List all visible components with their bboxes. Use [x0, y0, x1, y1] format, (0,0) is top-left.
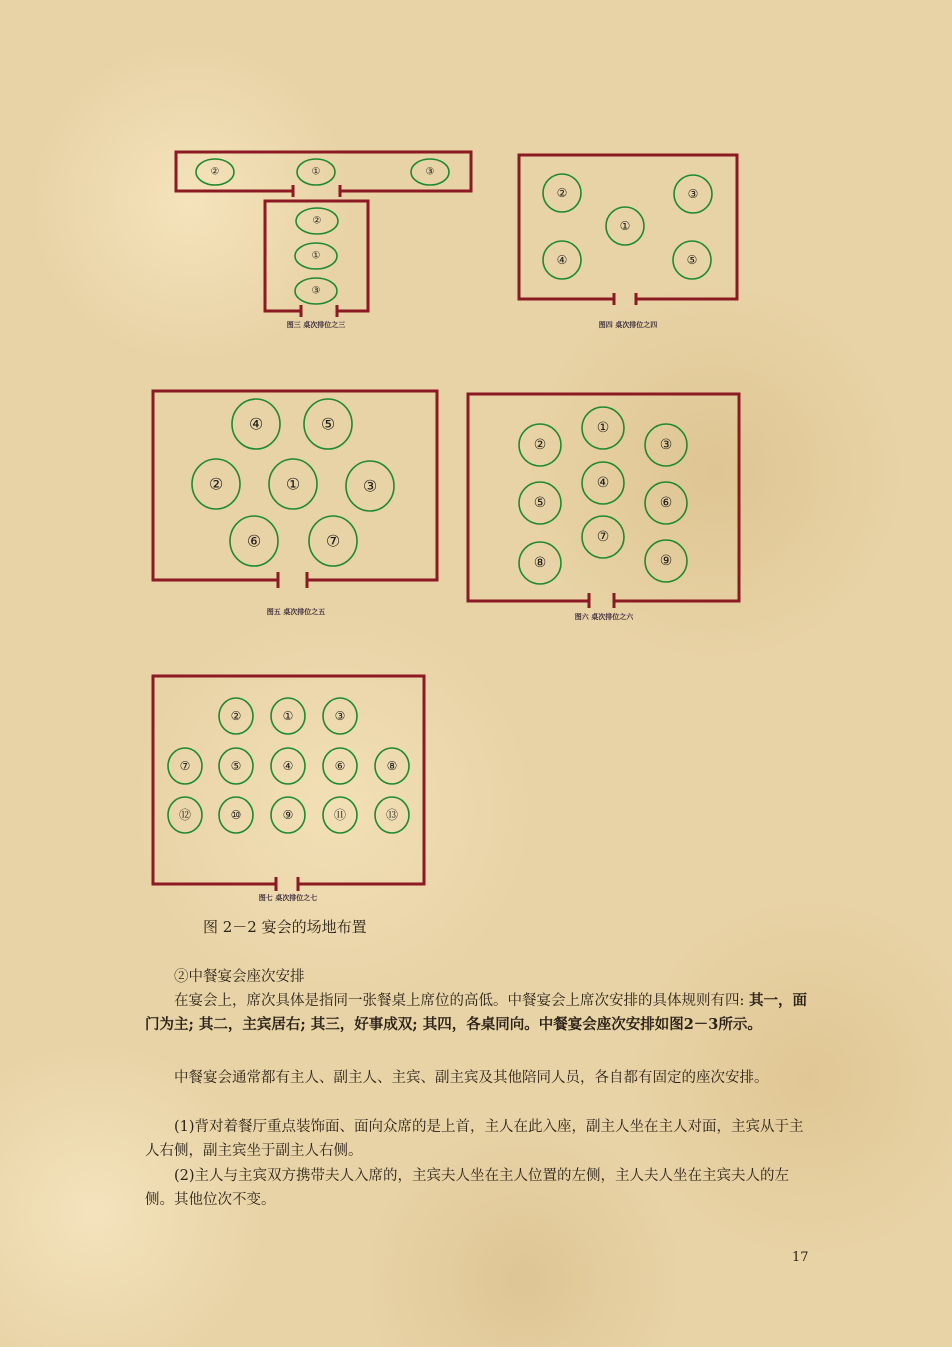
fig5-table-3-label: ②	[208, 474, 224, 494]
fig7-table-10	[219, 797, 253, 833]
fig6-table-3-label: ③	[659, 437, 673, 453]
fig6-table-8-label: ⑧	[533, 555, 547, 571]
fig6-table-1	[582, 407, 624, 449]
figure6-caption: 图六 桌次排位之六	[574, 613, 634, 621]
fig7-table-6-label: ④	[282, 759, 294, 773]
fig3-table-1-label: ②	[210, 166, 220, 178]
fig5-table-5	[346, 461, 394, 511]
fig7-table-5	[219, 748, 253, 784]
fig4-table-1	[543, 174, 581, 212]
fig6-table-5-label: ⑤	[533, 495, 547, 511]
fig5-table-1	[232, 399, 280, 449]
fig7-table-7-label: ⑥	[334, 759, 346, 773]
fig7-table-9-label: ⑫	[178, 808, 192, 822]
fig4-table-4-label: ④	[556, 253, 568, 267]
fig5-table-3	[192, 459, 240, 509]
fig5-table-1-label: ④	[248, 414, 264, 434]
paragraph-rule-1: (1)背对着餐厅重点装饰面、面向众席的是上首，主人在此入座，副主人坐在主人对面，主宾从于主人右侧，副主宾坐于副主人右侧。	[145, 1119, 804, 1159]
fig7-room	[153, 676, 424, 884]
paragraph-rules: 在宴会上，席次具体是指同一张餐桌上席位的高低。中餐宴会上席次安排的具体规则有四: 其一，面门为主; 其二，主宾居右; 其三，好事成双; 其四，各桌同向。中餐宴会座次安排如图2－3所示。	[145, 992, 807, 1033]
fig5-table-2-label: ⑤	[320, 414, 336, 434]
fig3-table-3-label: ③	[425, 166, 435, 178]
fig7-table-3	[323, 698, 357, 734]
fig7-table-4-label: ⑦	[179, 759, 191, 773]
fig7-table-2-label: ①	[282, 709, 294, 723]
fig3-table-2	[297, 159, 335, 185]
fig6-table-9	[645, 540, 687, 582]
fig5-table-7-label: ⑦	[325, 531, 341, 551]
fig7-table-5-label: ⑤	[230, 759, 242, 773]
fig3-table-4-label: ②	[312, 215, 322, 227]
figure5-caption: 图五 桌次排位之五	[266, 608, 326, 616]
fig7-table-10-label: ⑩	[230, 808, 242, 822]
fig5-table-2	[304, 399, 352, 449]
fig5-table-6-label: ⑥	[246, 531, 262, 551]
fig7-table-12-label: ⑪	[333, 808, 347, 822]
fig3-table-5-label: ①	[311, 250, 321, 262]
fig4-table-5-label: ⑤	[686, 253, 698, 267]
fig5-table-4-label: ①	[285, 474, 301, 494]
fig6-table-6-label: ⑥	[659, 495, 673, 511]
fig7-table-11	[271, 797, 305, 833]
fig6-table-4-label: ④	[596, 475, 610, 491]
fig6-table-6	[645, 482, 687, 524]
page-number: 17	[792, 1250, 809, 1265]
fig6-table-4	[582, 462, 624, 504]
figure3-caption: 图三 桌次排位之三	[286, 321, 346, 329]
fig7-table-8-label: ⑧	[386, 759, 398, 773]
fig4-table-3	[606, 207, 644, 245]
section-heading: ②中餐宴会座次安排	[174, 969, 305, 985]
fig4-table-5	[673, 241, 711, 279]
fig7-table-7	[323, 748, 357, 784]
fig7-table-6	[271, 748, 305, 784]
fig7-table-11-label: ⑨	[282, 808, 294, 822]
fig6-table-9-label: ⑨	[659, 553, 673, 569]
fig5-table-6	[230, 516, 278, 566]
fig6-table-3	[645, 424, 687, 466]
fig6-table-7-label: ⑦	[596, 529, 610, 545]
fig3-table-5	[295, 243, 337, 269]
fig7-table-4	[168, 748, 202, 784]
fig3-table-6	[295, 278, 337, 304]
fig7-table-1-label: ②	[230, 709, 242, 723]
fig7-table-8	[375, 748, 409, 784]
fig7-table-12	[323, 797, 357, 833]
paragraph-seats: 中餐宴会通常都有主人、副主人、主宾、副主宾及其他陪同人员，各自都有固定的座次安排。	[174, 1070, 769, 1086]
figure7-caption: 图七 桌次排位之七	[258, 894, 318, 902]
fig7-table-1	[219, 698, 253, 734]
figure4-caption: 图四 桌次排位之四	[598, 321, 658, 329]
fig3-table-1	[196, 159, 234, 185]
fig5-table-7	[309, 516, 357, 566]
fig3-table-3	[411, 159, 449, 185]
fig7-table-3-label: ③	[334, 709, 346, 723]
fig7-table-9	[168, 797, 202, 833]
fig3-table-6-label: ③	[311, 285, 321, 297]
fig6-table-2-label: ②	[533, 437, 547, 453]
fig6-table-2	[519, 424, 561, 466]
fig7-table-13	[375, 797, 409, 833]
fig7-table-2	[271, 698, 305, 734]
fig4-table-1-label: ②	[556, 186, 568, 200]
fig4-table-2	[674, 175, 712, 213]
fig3-table-4	[296, 208, 338, 234]
fig3-table-2-label: ①	[311, 166, 321, 178]
fig5-table-4	[269, 459, 317, 509]
fig4-table-3-label: ①	[619, 219, 631, 233]
fig6-table-7	[582, 516, 624, 558]
fig7-table-13-label: ⑬	[385, 808, 399, 822]
fig6-table-8	[519, 542, 561, 584]
fig4-table-4	[543, 241, 581, 279]
figure-main-caption: 图 2－2 宴会的场地布置	[203, 918, 367, 936]
fig5-table-5-label: ③	[362, 476, 378, 496]
fig6-table-5	[519, 482, 561, 524]
fig4-table-2-label: ③	[687, 187, 699, 201]
fig6-table-1-label: ①	[596, 420, 610, 436]
paragraph-rule-2: (2)主人与主宾双方携带夫人入席的，主宾夫人坐在主人位置的左侧，主人夫人坐在主宾夫人的左侧。其他位次不变。	[145, 1168, 790, 1208]
